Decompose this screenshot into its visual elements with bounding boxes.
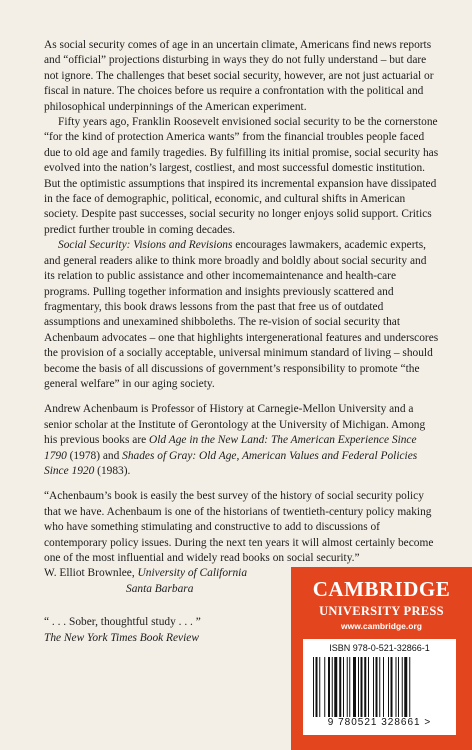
review-source-name: The New York Times Book Review (44, 631, 199, 644)
author-bio-text-3: (1983). (94, 464, 131, 477)
author-bio-text-1: Andrew Achenbaum is Professor of History at Carnegie-Mellon University and a senior scholar at the Institute of Gerontology at the University of Michigan. Among his previous books are (44, 403, 426, 447)
review-quote-2: “ . . . Sober, thoughtful study . . . ” (44, 616, 201, 629)
barcode-digits: 9 780521 328661 > (327, 717, 432, 728)
previous-book-2: Shades of Gray: Old Age, American Values and Federal Policies Since 1920 (44, 449, 418, 477)
reviewer-place: Santa Barbara (126, 582, 194, 595)
isbn-text: ISBN 978-0-521-32866-1 (329, 643, 430, 653)
blurb-paragraph-3-text: encourages lawmakers, academic experts, and general readers alike to think more broadly and boldly about social security and its relation to public assistance and other incomemaintenance and health-care programs. Pulling together information and insights previously scattered and fragmentary, this book draws lessons from the past that free us of outdated assumptions and unexamined shibboleths. The re-vision of social security that Achenbaum advocates – one that highlights intergenerational features and underscores the provision of a socially acceptable, universal minimum standard of living – should become the basis of all discussions of government’s responsibility to promote “the general welfare” in our aging society. (44, 239, 439, 390)
barcode-icon (313, 657, 447, 717)
publisher-logo-subtitle: UNIVERSITY PRESS (319, 604, 444, 618)
book-title: Social Security: Visions and Revisions (58, 239, 233, 252)
review-quote-1: “Achenbaum’s book is easily the best survey of the history of social security policy that we have. Achenbaum is one of the historians of twentieth-century policy making who have something stimulating and constructive to add to discussions of contemporary policy issues. During the next ten years it will almost certainly become one of the most influential and widely read books on social security.” (44, 490, 434, 564)
blurb-paragraph-3 (44, 238, 440, 392)
reviewer-institution: University of California (137, 567, 248, 580)
previous-book-1: Old Age in the New Land: The American Experience Since 1790 (44, 434, 417, 462)
blurb-paragraph-2: Fifty years ago, Franklin Roosevelt envisioned social security to be the cornerstone “for the kind of protection America wants” from the financial troubles people faced due to old age and family tragedies. By fulfilling its initial promise, social security has evolved into the nation’s largest, costliest, and most successful domestic institution. But the optimistic assumptions that inspired its incremental expansion have dissipated in the face of demographic, political, economic, and cultural shifts in American society. Despite past successes, social security no longer enjoys solid support. Critics predict further trouble in coming decades. (44, 116, 439, 236)
author-bio (44, 402, 440, 479)
publisher-panel (291, 567, 472, 750)
reviewer-name: W. Elliot Brownlee, (44, 567, 138, 580)
publisher-logo-name: CAMBRIDGE (312, 577, 451, 601)
blurb-paragraph-1: As social security comes of age in an uncertain climate, Americans find news reports and “official” projections disturbing in ways they do not fully understand – but dare not ignore. The challenges that beset social security, however, are not just actuarial or fiscal in nature. The choices before us require a confrontation with the political and philosophical underpinnings of the American experiment. (44, 39, 434, 113)
publisher-url: www.cambridge.org (341, 621, 422, 631)
author-bio-text-2: (1978) and (66, 449, 123, 462)
back-cover-text (44, 38, 440, 646)
barcode-box (303, 639, 456, 735)
